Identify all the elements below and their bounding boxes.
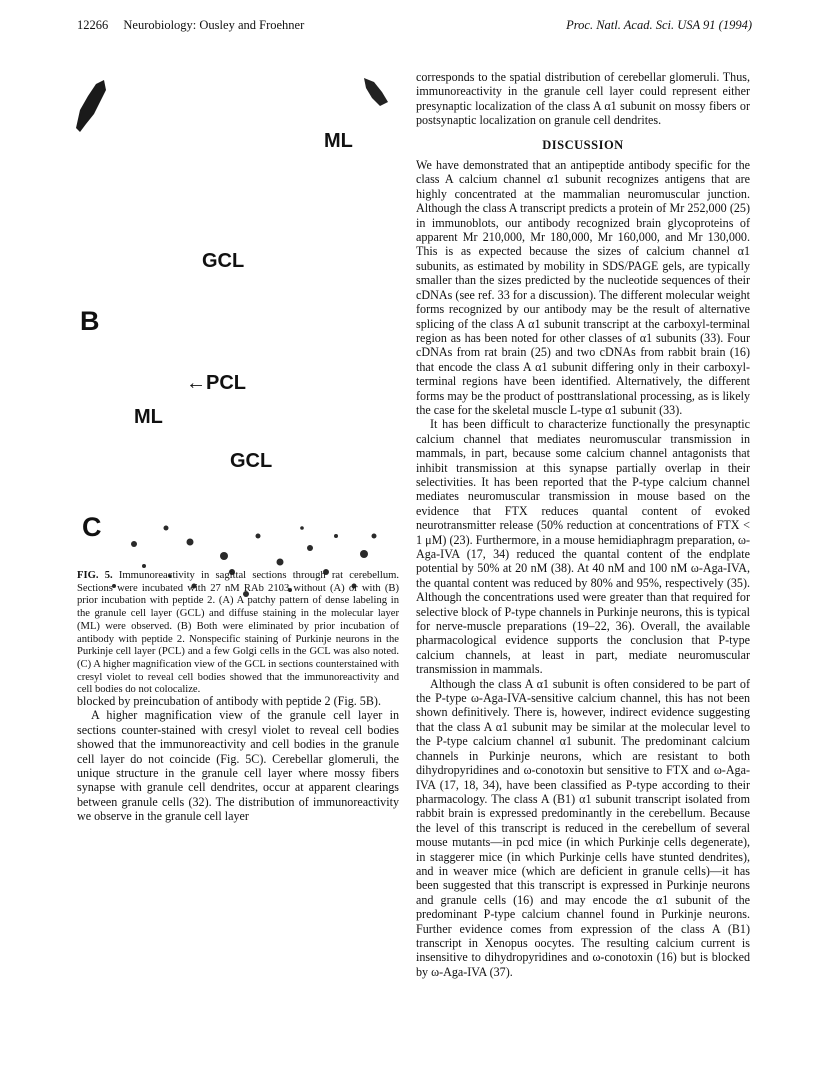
label-ml-panel-b: ML xyxy=(134,406,163,428)
panel-b-letter: B xyxy=(80,306,100,336)
running-header-left xyxy=(77,18,304,33)
micrograph-image xyxy=(74,66,404,604)
journal-citation: Proc. Natl. Acad. Sci. USA 91 (1994) xyxy=(566,18,752,32)
caption-figure-number: FIG. 5. xyxy=(77,570,113,581)
paragraph: We have demonstrated that an antipeptide antibody specific for the class A calcium channel α1 subunit recognizes antigens that are highly concentrated at the mammalian neuromuscular junction. Although the class A transcript predicts a protein of Mr 252,000 (25) in immunoblots, our antibody recognized brain glycoproteins of apparent Mr 210,000, Mr 180,000, Mr 160,000, and Mr 130,000. This is as expected because the sizes of calcium channel α1 subunits, as estimated by mobility in SDS/PAGE gels, are typically smaller than the sizes predicted by the nucleotide sequences of their cDNAs (see ref. 33 for a discussion). The different molecular weight forms recognized by our antibody may be the result of alternative splicing of the class A α1 subunit transcript at the carboxyl-terminal region as has been noted for other classes of α1 subunits (33). Four cDNAs from rat brain (25) and two cDNAs from rabbit brain (16) that encode the class A α1 subunit differing only in their carboxyl-terminal regions have been identified. Alternatively, the different forms may be the product of posttranslational processing, as is likely the case for the skeletal muscle L-type α1 subunit (33). xyxy=(416,158,750,417)
panel-c-letter: C xyxy=(82,512,102,542)
label-gcl-panel-b: GCL xyxy=(230,450,273,472)
tissue-fragment-right xyxy=(364,78,388,106)
tissue-fragment-left xyxy=(76,80,106,132)
paragraph: Although the class A α1 subunit is often considered to be part of the P-type ω-Aga-IVA-sensitive calcium channel, this has not been shown definitively. There is, however, indirect evidence suggesting that the class A α1 subunit may be similar at the molecular level to the P-type calcium channel α1 subunit. The predominant calcium channels in Purkinje neurons, which are resistant to both dihydropyridines and ω-conotoxin but sensitive to FTX and ω-Aga-IVA (17, 18, 34), have been classified as P-type according to their pharmacology. The class A (B1) α1 subunit transcript isolated from rabbit brain is expressed predominantly in the cerebellum. Because the level of this transcript is reduced in the cerebellum of several mouse mutants—in pcd mice (in which Purkinje cells degenerate), in staggerer mice (in which Purkinje cells have stunted dendrites), and in weaver mice (which are deficient in granule cells)—it has been suggested that this transcript is expressed in Purkinje neurons and granule cells (16) and may encode the α1 subunit of the predominant P-type calcium channel found in Purkinje neurons. Further evidence comes from expression of the class A (B1) transcript in Xenopus oocytes. The resulting calcium current is insensitive to dihydropyridines and ω-conotoxin (16) but is blocked by ω-Aga-IVA (37). xyxy=(416,676,750,979)
paragraph: blocked by preincubation of antibody with peptide 2 (Fig. 5B). xyxy=(77,694,381,708)
label-pcl-panel-b: ←PCL xyxy=(186,372,246,394)
paragraph: corresponds to the spatial distribution of cerebellar glomeruli. Thus, immunoreactivity in the granule cell layer could represent either presynaptic localization of the class A α1 subunit on mossy fibers or postsynaptic localization on granule cell dendrites. xyxy=(416,70,750,128)
discussion-heading: DISCUSSION xyxy=(542,137,624,152)
section-title: Neurobiology: Ousley and Froehner xyxy=(123,18,305,32)
caption-text: Immunoreactivity in sagittal sections through rat cerebellum. Sections were incubated with 27 nM RAb 2103 without (A) or with (B) prior incubation with peptide 2. (A) A patchy pattern of dense labeling in the granule cell layer (GCL) and diffuse staining in the molecular layer (ML) were observed. (B) Both were eliminated by prior incubation of antibody with peptide 2. Nonspecific staining of Purkinje neurons in the Purkinje cell layer (PCL) and a few Golgi cells in the GCL was also noted. (C) A higher magnification view of the GCL in sections counterstained with cresyl violet to reveal cell bodies showed that the immunoreactivity and cell bodies do not colocalize. xyxy=(77,570,400,696)
label-gcl-panel-a: GCL xyxy=(202,250,245,272)
figure-caption xyxy=(77,570,399,697)
left-column-text xyxy=(77,694,399,824)
figure-5 xyxy=(74,66,404,604)
paragraph: A higher magnification view of the granule cell layer in sections counter-stained with cresyl violet to reveal cell bodies showed that the immunoreactivity and cell bodies in the granule cell layer do not coincide (Fig. 5C). Cerebellar glomeruli, the unique structure in the granule cell layer where mossy fibers synapse with granule cell dendrites, occur at apparent clearings between granule cells (32). The distribution of immunoreactivity we observe in the granule cell layer xyxy=(77,708,399,824)
right-column-text xyxy=(416,70,750,979)
label-ml-panel-a: ML xyxy=(324,130,353,152)
page-number: 12266 xyxy=(77,18,109,32)
paragraph: It has been difficult to characterize functionally the presynaptic calcium channel that mediates neuromuscular transmission in mammals, in part, because some calcium channel antagonists that inhibit transmission at this synapse partially overlap in their selectivities. It has been reported that the P-type calcium channel mediates neuromuscular transmission in mouse based on the evidence that FTX reduces quantal content of evoked neurotransmitter release (50% reduction at concentrations of FTX < 1 μM) (23). Furthermore, in a mouse hemidiaphragm preparation, ω-Aga-IVA (17, 34) reduced the quantal content of the endplate potential by 50% at 20 nM (38). At 40 nM and 100 nM ω-Aga-IVA, the quantal content was reduced by 80% and 95%, respectively (35). Although the concentrations used were greater than that required for selective block of P-type channels in Purkinje neurons, this is typical for nerve-muscle preparations (19–22, 36). Overall, the available pharmacological evidence supports the conclusion that P-type calcium channels, at least in part, mediate neuromuscular transmission in mammals. xyxy=(416,417,750,677)
